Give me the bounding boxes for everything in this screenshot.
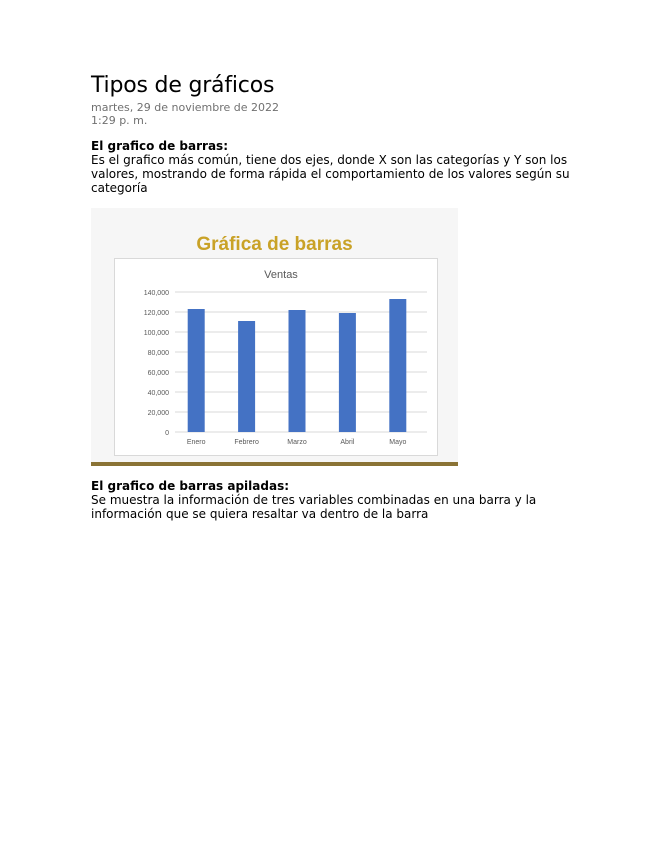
figure-banner-title: Gráfica de barras (196, 234, 353, 255)
y-tick-label: 120,000 (143, 310, 169, 317)
section-text-stacked-bar: Se muestra la información de tres variables combinadas en una barra y la información que se quiera resaltar va dentro de la barra (91, 493, 537, 521)
bar (339, 313, 356, 432)
page-date: martes, 29 de noviembre de 2022 (91, 101, 280, 114)
bar (188, 309, 205, 432)
x-tick-label: Mayo (389, 439, 407, 446)
chart-frame (114, 258, 438, 456)
section-heading-bar-chart: El grafico de barras: (91, 139, 228, 153)
y-tick-label: 40,000 (147, 390, 169, 397)
section-heading-stacked-bar: El grafico de barras apiladas: (91, 479, 290, 493)
y-tick-label: 20,000 (147, 410, 169, 417)
y-tick-label: 80,000 (147, 350, 169, 357)
page-time: 1:29 p. m. (91, 114, 148, 127)
y-tick-label: 140,000 (143, 290, 169, 297)
x-tick-label: Abril (340, 439, 355, 446)
chart-title: Ventas (264, 269, 298, 281)
chart-figure (91, 208, 458, 466)
bar (289, 310, 306, 432)
y-tick-label: 0 (165, 430, 169, 437)
figure-bottom-border (91, 462, 458, 466)
bar-chart (115, 259, 437, 455)
bar (238, 321, 255, 432)
x-tick-label: Marzo (287, 439, 307, 446)
section-text-bar-chart: Es el grafico más común, tiene dos ejes, donde X son las categorías y Y son los valores, mostrando de forma rápida el comportamiento de los valores según su categoría (91, 153, 570, 195)
y-tick-label: 60,000 (147, 370, 169, 377)
page-title: Tipos de gráficos (91, 73, 275, 98)
bar (389, 299, 406, 432)
x-tick-label: Febrero (234, 439, 259, 446)
y-tick-label: 100,000 (143, 330, 169, 337)
x-tick-label: Enero (186, 439, 206, 446)
